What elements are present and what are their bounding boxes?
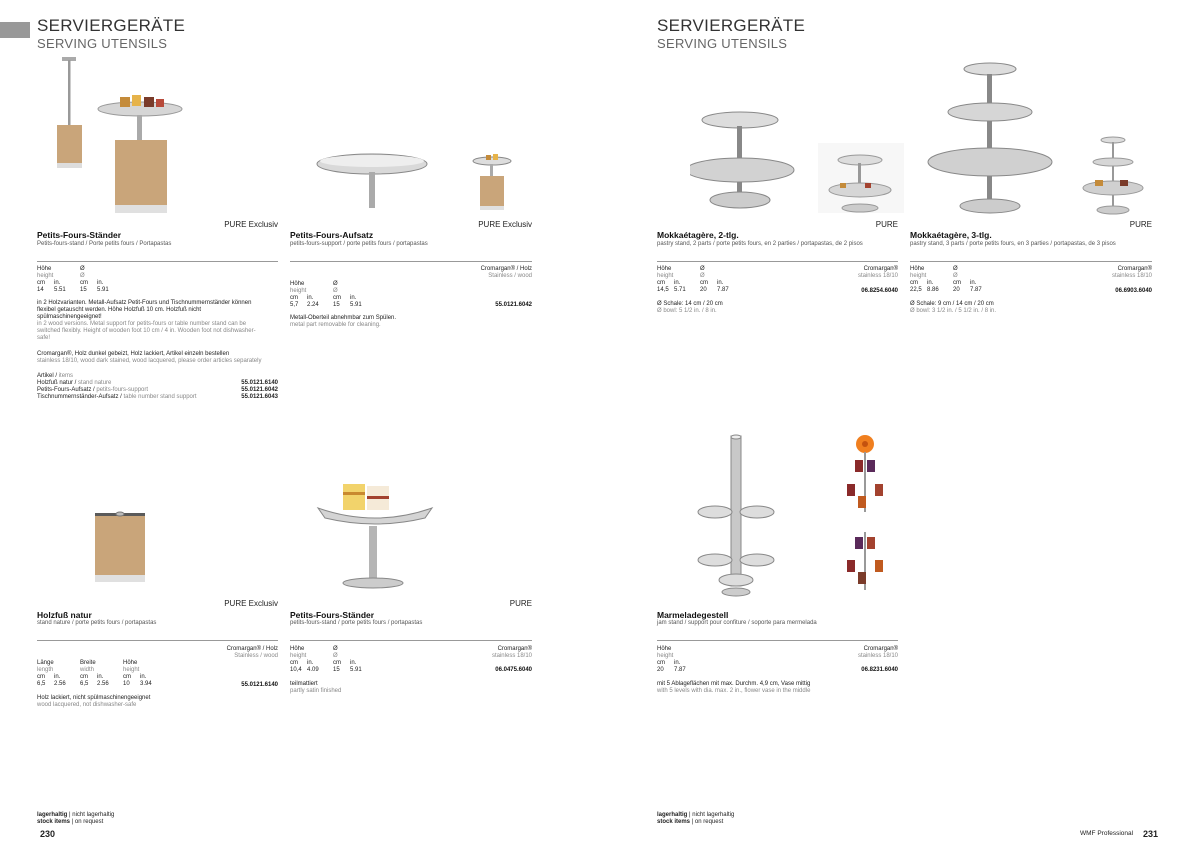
material-info: Cromargan® stainless 18/10 — [857, 266, 898, 279]
article-row: Petits-Fours-Aufsatz / petits-fours-support 55.0121.6042 — [37, 387, 278, 393]
article-number: 06.6903.6040 — [1115, 288, 1152, 294]
page-subtitle: SERVING UTENSILS — [37, 36, 168, 51]
material-info: Cromargan® stainless 18/10 — [1111, 266, 1152, 279]
product-note: Ø Schale: 9 cm / 14 cm / 20 cm Ø bowl: 3 1/2 in. / 5 1/2 in. / 8 in. — [910, 301, 997, 314]
article-number: 06.0475.6040 — [495, 667, 532, 673]
page-number: 231 — [1143, 829, 1159, 839]
product-name: Holzfuß natur — [37, 610, 92, 620]
stock-legend: lagerhaltig | nicht lagerhaltig stock items | on request — [657, 812, 735, 825]
article-number: 06.8231.6040 — [861, 667, 898, 673]
product-badge: PURE — [509, 599, 532, 608]
material-info: Cromargan®, Holz dunkel gebeizt, Holz lackiert, Artikel einzeln bestellen stainless 18/10, wood dark stained, wood lacquered, please order articles separately — [37, 351, 262, 364]
page-number: 230 — [40, 829, 56, 839]
product-subtitle: pastry stand, 2 parts / porte petits fours, en 2 parties / portapastas, de 2 pisos — [657, 241, 863, 247]
article-row: Tischnummernständer-Aufsatz / table number stand support 55.0121.6043 — [37, 394, 278, 400]
material-info: Cromargan® / Holz Stainless / wood — [226, 646, 278, 659]
divider — [657, 261, 898, 262]
page-title: SERVIERGERÄTE — [37, 16, 186, 35]
dimensions-table: Länge Breite Höhe length width height cm in. cm in. cm in. 6,5 2.56 6,5 2.56 10 3.94 — [37, 660, 152, 687]
divider — [657, 640, 898, 641]
brand-name: WMF Professional — [1080, 830, 1134, 837]
product-name: Petits-Fours-Aufsatz — [290, 230, 374, 240]
page-tab-marker — [0, 22, 30, 38]
page-subtitle: SERVING UTENSILS — [657, 36, 788, 51]
wooden-stand-image — [90, 505, 150, 585]
product-subtitle: petits-fours-support / porte petits fours / portapastas — [290, 241, 428, 247]
article-list: Artikel / items Holzfuß natur / stand nature 55.0121.6140 Petits-Fours-Aufsatz / petits-fours-support 55.0121.6042 Tischnummernständer-Aufsatz / table number stand support 55.0121.6043 — [37, 373, 278, 400]
product-name: Marmeladegestell — [657, 610, 729, 620]
article-number: 55.0121.6140 — [241, 682, 278, 688]
product-name: Mokkaétagère, 3-tlg. — [910, 230, 992, 240]
dimensions-table: Höhe Ø height Ø cm in. cm in. 5,7 2.24 15 5.91 — [290, 281, 362, 308]
material-info: Cromargan® stainless 18/10 — [857, 646, 898, 659]
petits-fours-stand-pure-image — [315, 478, 435, 593]
article-number: 55.0121.6042 — [495, 302, 532, 308]
jam-stand-image — [695, 432, 895, 602]
article-number: 06.8254.6040 — [861, 288, 898, 294]
product-note: Metall-Oberteil abnehmbar zum Spülen. metal part removable for cleaning. — [290, 315, 397, 328]
material-info: Cromargan® / Holz Stainless / wood — [480, 266, 532, 279]
dimensions-table: Höhe Ø height Ø cm in. cm in. 14,5 5.71 20 7.87 — [657, 266, 729, 293]
product-name: Petits-Fours-Ständer — [290, 610, 375, 620]
product-badge: PURE Exclusiv — [478, 220, 532, 229]
product-subtitle: stand nature / porte petits fours / portapastas — [37, 620, 157, 626]
product-subtitle: petits-fours-stand / porte petits fours / portapastas — [290, 620, 423, 626]
dimensions-table: Höhe height cm in. 20 7.87 — [657, 646, 686, 673]
divider — [290, 261, 532, 262]
petits-fours-stand-image — [50, 55, 220, 220]
product-description: in 2 Holzvarianten. Metall-Aufsatz Petit-Fours und Tischnummernständer können flexibel getauscht werden. Höhe Holzfuß 10 cm. Holzfuß nicht spülmaschinengeeignet! in 2 wood versions. Metal support for petits-fours or table number stand can be switched flexibly. Height of wooden foot 10 cm / 4 in. Wooden foot not dishwasher-safe! — [37, 300, 256, 341]
divider — [37, 261, 278, 262]
product-name: Petits-Fours-Ständer — [37, 230, 122, 240]
product-name: Mokkaétagère, 2-tlg. — [657, 230, 739, 240]
product-subtitle: pastry stand, 3 parts / porte petits fours, en 3 parties / portapastas, de 3 pisos — [910, 241, 1116, 247]
dimensions-table: Höhe Ø height Ø cm in. cm in. 10,4 4.09 15 5.91 — [290, 646, 362, 673]
product-subtitle: Petits-fours-stand / Porte petits fours / Portapastas — [37, 241, 172, 247]
divider — [290, 640, 532, 641]
product-subtitle: jam stand / support pour confiture / soporte para mermelada — [657, 620, 817, 626]
divider — [37, 640, 278, 641]
product-badge: PURE — [1129, 220, 1152, 229]
stock-legend: lagerhaltig | nicht lagerhaltig stock items | on request — [37, 812, 115, 825]
petits-fours-support-image — [310, 150, 525, 212]
product-note: Ø Schale: 14 cm / 20 cm Ø bowl: 5 1/2 in. / 8 in. — [657, 301, 723, 314]
page-title: SERVIERGERÄTE — [657, 16, 806, 35]
article-row: Holzfuß natur / stand nature 55.0121.6140 — [37, 380, 278, 386]
pastry-stand-3-image — [925, 60, 1155, 218]
dimensions-table: Höhe Ø height Ø cm in. cm in. 14 5.51 15 5.91 — [37, 266, 109, 293]
divider — [910, 261, 1152, 262]
product-badge: PURE Exclusiv — [224, 220, 278, 229]
material-info: Cromargan® stainless 18/10 — [491, 646, 532, 659]
pastry-stand-2-image — [690, 108, 905, 216]
product-note: teilmattiert partly satin finished — [290, 681, 342, 694]
dimensions-table: Höhe Ø height Ø cm in. cm in. 22,5 8.86 20 7.87 — [910, 266, 982, 293]
product-badge: PURE — [875, 220, 898, 229]
product-badge: PURE Exclusiv — [224, 599, 278, 608]
product-note: mit 5 Ablageflächen mit max. Durchm. 4,9 cm, Vase mittig with 5 levels with dia. max. 2 in., flower vase in the middle — [657, 681, 811, 694]
product-note: Holz lackiert, nicht spülmaschinengeeignet wood lacquered, not dishwasher-safe — [37, 695, 151, 708]
